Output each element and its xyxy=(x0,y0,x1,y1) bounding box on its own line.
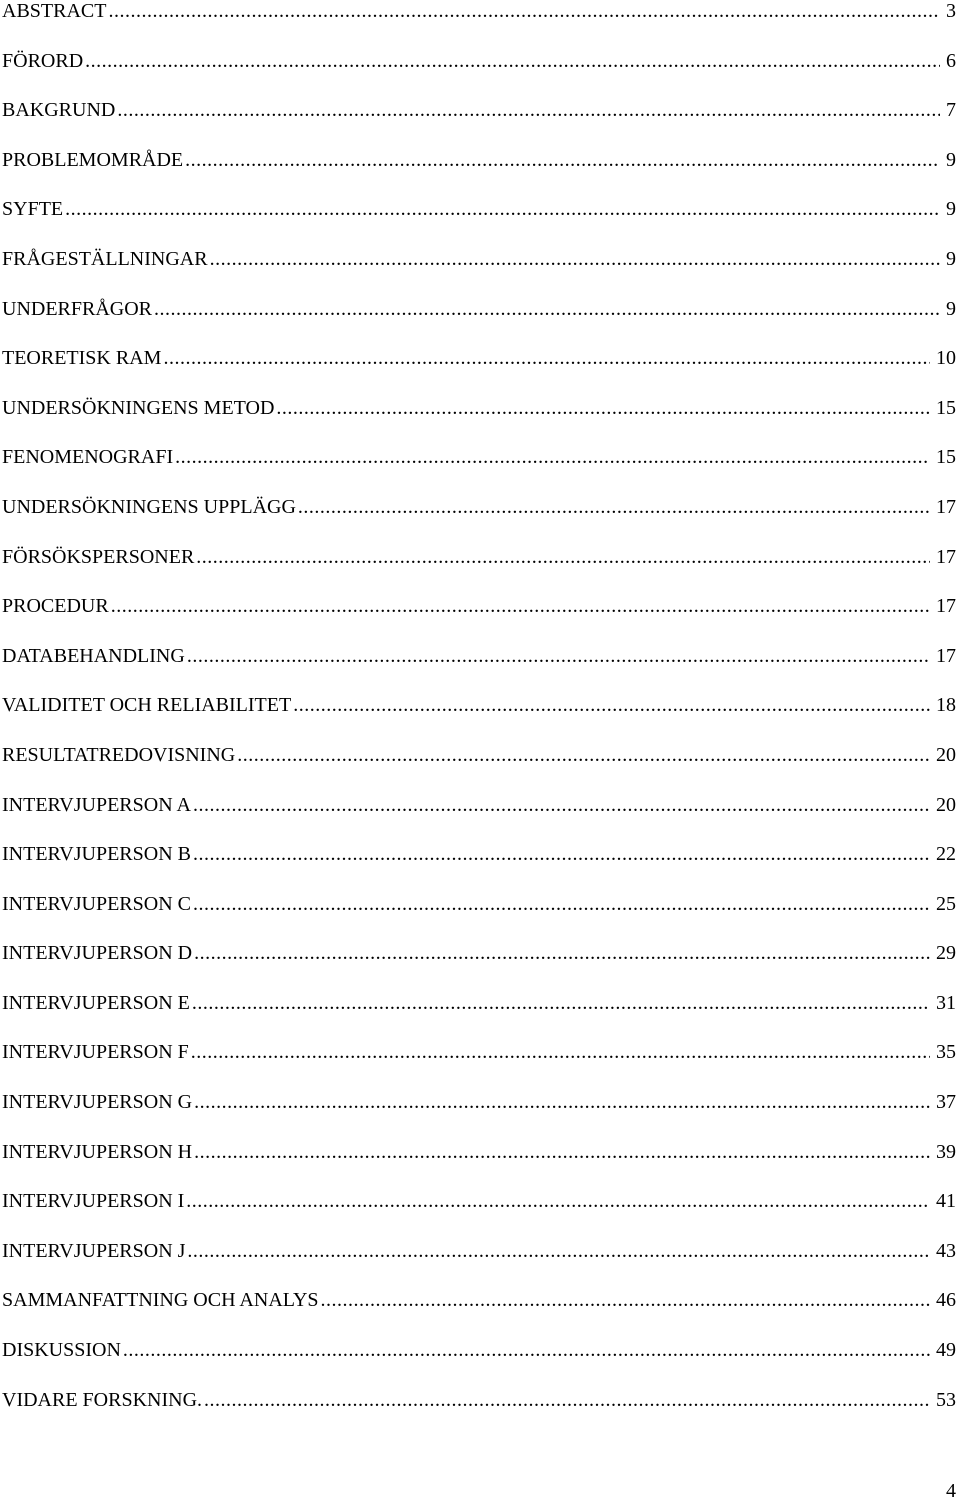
toc-entry-label: INTERVJUPERSON D xyxy=(2,942,193,965)
toc-row xyxy=(2,22,956,72)
toc-entry-resultatredovisning[interactable] xyxy=(2,744,956,766)
toc-row xyxy=(2,1113,956,1163)
toc-entry-page: 53 xyxy=(936,1388,956,1411)
toc-entry-label: DATABEHANDLING xyxy=(2,644,185,667)
toc-entry-page: 41 xyxy=(936,1190,956,1213)
toc-row xyxy=(2,1212,956,1262)
toc-entry-label: INTERVJUPERSON B xyxy=(2,843,191,866)
dot-leader xyxy=(186,1190,930,1212)
toc-entry-label: UNDERFRÅGOR xyxy=(2,297,153,320)
dot-leader xyxy=(298,496,930,518)
toc-row xyxy=(2,617,956,667)
dot-leader xyxy=(196,546,930,568)
toc-entry-page: 25 xyxy=(936,892,956,915)
toc-entry-label: INTERVJUPERSON E xyxy=(2,991,190,1014)
toc-row xyxy=(2,1262,956,1312)
toc-entry-page: 29 xyxy=(936,942,956,965)
toc-entry-intervjuperson-i[interactable] xyxy=(2,1190,956,1212)
toc-entry-intervjuperson-g[interactable] xyxy=(2,1091,956,1113)
toc-row xyxy=(2,964,956,1014)
toc-entry-syfte[interactable] xyxy=(2,198,956,220)
toc-row xyxy=(2,320,956,370)
toc-entry-label: PROBLEMOMRÅDE xyxy=(2,148,184,171)
toc-entry-page: 17 xyxy=(936,495,956,518)
toc-entry-vidare-forskning[interactable] xyxy=(2,1389,956,1411)
toc-entry-label: INTERVJUPERSON I xyxy=(2,1190,185,1213)
toc-entry-fenomenografi[interactable] xyxy=(2,446,956,468)
toc-entry-intervjuperson-j[interactable] xyxy=(2,1240,956,1262)
page-number: 4 xyxy=(946,1480,956,1502)
toc-row xyxy=(2,270,956,320)
toc-row xyxy=(2,1311,956,1361)
toc-row xyxy=(2,369,956,419)
toc-entry-teoretisk-ram[interactable] xyxy=(2,347,956,369)
dot-leader xyxy=(193,843,930,865)
toc-entry-page: 15 xyxy=(936,446,956,469)
toc-entry-procedur[interactable] xyxy=(2,595,956,617)
toc-entry-page: 22 xyxy=(936,843,956,866)
toc-entry-label: FENOMENOGRAFI xyxy=(2,446,174,469)
toc-entry-page: 7 xyxy=(946,99,956,122)
dot-leader xyxy=(154,298,940,320)
toc-row xyxy=(2,865,956,915)
toc-entry-label: UNDERSÖKNINGENS METOD xyxy=(2,396,275,419)
toc-entry-page: 3 xyxy=(946,0,956,22)
dot-leader xyxy=(185,149,940,171)
toc-row xyxy=(2,1063,956,1113)
toc-row xyxy=(2,1361,956,1411)
toc-entry-intervjuperson-e[interactable] xyxy=(2,992,956,1014)
toc-entry-label: BAKGRUND xyxy=(2,99,116,122)
toc-entry-label: FÖRORD xyxy=(2,49,84,72)
toc-entry-problemomrade[interactable] xyxy=(2,149,956,171)
dot-leader xyxy=(187,1240,930,1262)
dot-leader xyxy=(175,446,930,468)
toc-entry-label: UNDERSÖKNINGENS UPPLÄGG xyxy=(2,495,296,518)
toc-entry-page: 20 xyxy=(936,743,956,766)
table-of-contents xyxy=(2,0,956,1411)
toc-row xyxy=(2,518,956,568)
dot-leader xyxy=(321,1289,930,1311)
toc-entry-label: VALIDITET OCH RELIABILITET xyxy=(2,694,292,717)
toc-entry-page: 31 xyxy=(936,991,956,1014)
dot-leader xyxy=(194,1091,930,1113)
toc-entry-intervjuperson-c[interactable] xyxy=(2,893,956,915)
toc-entry-page: 18 xyxy=(936,694,956,717)
toc-entry-intervjuperson-d[interactable] xyxy=(2,942,956,964)
dot-leader xyxy=(117,99,940,121)
toc-entry-label: FÖRSÖKSPERSONER xyxy=(2,545,195,568)
toc-entry-intervjuperson-f[interactable] xyxy=(2,1041,956,1063)
toc-row xyxy=(2,419,956,469)
dot-leader xyxy=(187,645,930,667)
toc-entry-page: 17 xyxy=(936,545,956,568)
toc-row xyxy=(2,72,956,122)
toc-row xyxy=(2,1163,956,1213)
dot-leader xyxy=(85,50,940,72)
toc-entry-label: INTERVJUPERSON G xyxy=(2,1091,193,1114)
toc-entry-page: 9 xyxy=(946,247,956,270)
dot-leader xyxy=(163,347,930,369)
toc-row xyxy=(2,568,956,618)
toc-entry-label: ABSTRACT xyxy=(2,0,107,22)
toc-entry-label: SAMMANFATTNING OCH ANALYS xyxy=(2,1289,319,1312)
toc-entry-forsokspersoner[interactable] xyxy=(2,546,956,568)
toc-entry-label: TEORETISK RAM xyxy=(2,347,162,370)
toc-entry-page: 43 xyxy=(936,1239,956,1262)
dot-leader xyxy=(111,595,930,617)
toc-entry-intervjuperson-b[interactable] xyxy=(2,843,956,865)
toc-entry-undersokningens-upplagg[interactable] xyxy=(2,496,956,518)
toc-entry-undersokningens-metod[interactable] xyxy=(2,397,956,419)
toc-entry-label: INTERVJUPERSON A xyxy=(2,793,191,816)
toc-row xyxy=(2,171,956,221)
toc-entry-page: 9 xyxy=(946,297,956,320)
toc-entry-underfragor[interactable] xyxy=(2,298,956,320)
toc-entry-intervjuperson-h[interactable] xyxy=(2,1141,956,1163)
dot-leader xyxy=(210,248,940,270)
dot-leader xyxy=(194,1141,930,1163)
toc-row xyxy=(2,220,956,270)
toc-entry-page: 9 xyxy=(946,148,956,171)
toc-entry-label: INTERVJUPERSON C xyxy=(2,892,191,915)
toc-row xyxy=(2,667,956,717)
dot-leader xyxy=(193,794,930,816)
toc-entry-label: FRÅGESTÄLLNINGAR xyxy=(2,247,208,270)
toc-entry-sammanfattning-och-analys[interactable] xyxy=(2,1289,956,1311)
toc-entry-validitet-och-reliabilitet[interactable] xyxy=(2,694,956,716)
toc-entry-label: INTERVJUPERSON F xyxy=(2,1041,189,1064)
toc-row xyxy=(2,0,956,22)
toc-entry-page: 17 xyxy=(936,595,956,618)
toc-entry-fragestallningar[interactable] xyxy=(2,248,956,270)
toc-entry-databehandling[interactable] xyxy=(2,645,956,667)
toc-entry-label: PROCEDUR xyxy=(2,595,109,618)
toc-row xyxy=(2,915,956,965)
toc-entry-label: RESULTATREDOVISNING xyxy=(2,743,236,766)
toc-entry-bakgrund[interactable] xyxy=(2,99,956,121)
toc-row xyxy=(2,766,956,816)
toc-entry-diskussion[interactable] xyxy=(2,1339,956,1361)
toc-entry-page: 46 xyxy=(936,1289,956,1312)
toc-entry-page: 35 xyxy=(936,1041,956,1064)
toc-row xyxy=(2,121,956,171)
toc-row xyxy=(2,1014,956,1064)
dot-leader xyxy=(237,744,930,766)
toc-entry-label: SYFTE xyxy=(2,198,64,221)
toc-row xyxy=(2,716,956,766)
toc-entry-page: 49 xyxy=(936,1339,956,1362)
toc-entry-abstract[interactable] xyxy=(2,0,956,22)
toc-entry-page: 15 xyxy=(936,396,956,419)
dot-leader xyxy=(123,1339,930,1361)
dot-leader xyxy=(65,198,940,220)
toc-entry-label: INTERVJUPERSON J xyxy=(2,1239,186,1262)
toc-entry-forord[interactable] xyxy=(2,50,956,72)
toc-entry-page: 6 xyxy=(946,49,956,72)
toc-row xyxy=(2,816,956,866)
toc-entry-page: 20 xyxy=(936,793,956,816)
dot-leader xyxy=(204,1389,930,1411)
toc-entry-page: 37 xyxy=(936,1091,956,1114)
toc-entry-page: 39 xyxy=(936,1140,956,1163)
dot-leader xyxy=(193,893,930,915)
dot-leader xyxy=(191,1041,930,1063)
toc-entry-label: VIDARE FORSKNING. xyxy=(2,1388,203,1411)
toc-entry-page: 9 xyxy=(946,198,956,221)
toc-entry-label: DISKUSSION xyxy=(2,1339,121,1362)
dot-leader xyxy=(293,694,930,716)
toc-entry-intervjuperson-a[interactable] xyxy=(2,794,956,816)
toc-entry-page: 17 xyxy=(936,644,956,667)
dot-leader xyxy=(108,0,940,22)
toc-entry-label: INTERVJUPERSON H xyxy=(2,1140,193,1163)
dot-leader xyxy=(192,992,930,1014)
toc-entry-page: 10 xyxy=(936,347,956,370)
dot-leader xyxy=(194,942,930,964)
toc-row xyxy=(2,468,956,518)
dot-leader xyxy=(276,397,930,419)
